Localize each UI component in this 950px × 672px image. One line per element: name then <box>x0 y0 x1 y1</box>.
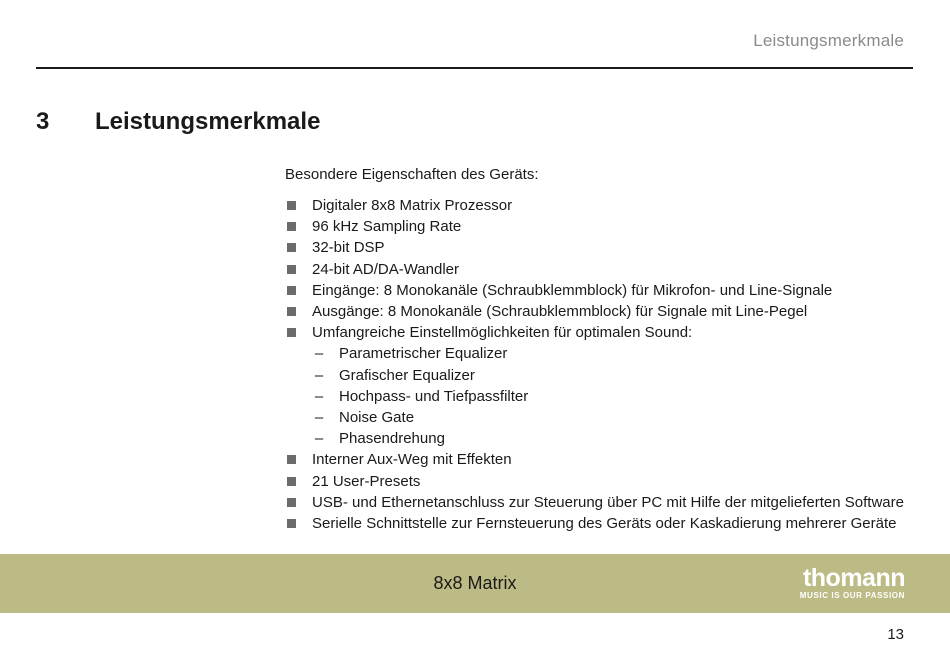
list-item <box>285 237 925 258</box>
logo-tagline: MUSIC IS OUR PASSION <box>799 591 905 600</box>
running-header: Leistungsmerkmale <box>753 31 904 50</box>
intro-text: Besondere Eigenschaften des Geräts: <box>285 166 539 183</box>
sub-list-item-text: Grafischer Equalizer <box>339 366 475 384</box>
sub-list-item-text: Noise Gate <box>339 409 415 427</box>
sub-feature-list <box>312 343 925 449</box>
square-bullet-icon <box>287 222 296 231</box>
list-item <box>285 195 925 216</box>
list-item <box>285 492 925 513</box>
list-item-text: Digitaler 8x8 Matrix Prozessor <box>312 197 513 214</box>
dash-bullet: – <box>314 387 324 405</box>
footer-band <box>0 554 950 613</box>
square-bullet-icon <box>287 455 296 464</box>
list-item-text: Ausgänge: 8 Monokanäle (Schraubklemmblock) für Signale mit Line-Pegel <box>312 303 808 321</box>
content <box>285 164 925 534</box>
list-item <box>285 471 925 492</box>
chapter-number: 3 <box>36 108 50 135</box>
list-item-text: Eingänge: 8 Monokanäle (Schraubklemmblock) für Mikrofon- und Line-Signale <box>312 281 833 299</box>
square-bullet-icon <box>287 498 296 507</box>
list-item <box>285 259 925 280</box>
dash-bullet: – <box>314 430 324 448</box>
sub-list-item-text: Phasendrehung <box>339 430 445 448</box>
sub-list-item <box>312 428 925 449</box>
list-item <box>285 513 925 534</box>
sub-list-item <box>312 386 925 407</box>
square-bullet-icon <box>287 307 296 316</box>
logo-wordmark: thomann <box>802 564 905 592</box>
product-name: 8x8 Matrix <box>433 573 517 593</box>
square-bullet-icon <box>287 477 296 486</box>
list-item-text: Umfangreiche Einstellmöglichkeiten für optimalen Sound: <box>312 324 693 342</box>
sub-list-item-text: Parametrischer Equalizer <box>339 345 508 363</box>
thomann-logo <box>790 565 905 601</box>
list-item <box>285 280 925 301</box>
square-bullet-icon <box>287 519 296 528</box>
square-bullet-icon <box>287 328 296 337</box>
sub-list-item <box>312 407 925 428</box>
page-number: 13 <box>887 626 904 643</box>
list-item <box>285 301 925 322</box>
sub-list-item <box>312 343 925 364</box>
square-bullet-icon <box>287 201 296 210</box>
chapter-title: Leistungsmerkmale <box>95 108 321 135</box>
square-bullet-icon <box>287 265 296 274</box>
feature-list <box>285 195 925 534</box>
list-item <box>285 449 925 470</box>
dash-bullet: – <box>314 409 324 427</box>
list-item-text: 21 User-Presets <box>312 472 421 490</box>
list-item-text: USB- und Ethernetanschluss zur Steuerung über PC mit Hilfe der mitgelieferten Software <box>312 493 904 511</box>
list-item <box>285 322 925 449</box>
list-item-text: 32-bit DSP <box>312 239 385 257</box>
dash-bullet: – <box>314 345 324 363</box>
square-bullet-icon <box>287 243 296 252</box>
list-item-text: 24-bit AD/DA-Wandler <box>312 260 459 278</box>
sub-list-item-text: Hochpass- und Tiefpassfilter <box>339 387 529 405</box>
dash-bullet: – <box>314 366 324 384</box>
header-rule <box>36 67 913 69</box>
sub-list-item <box>312 365 925 386</box>
square-bullet-icon <box>287 286 296 295</box>
list-item-text: Serielle Schnittstelle zur Fernsteuerung des Geräts oder Kaskadierung mehrerer Geräte <box>312 515 897 533</box>
list-item-text: 96 kHz Sampling Rate <box>312 218 462 236</box>
list-item <box>285 216 925 237</box>
list-item-text: Interner Aux-Weg mit Effekten <box>312 451 512 469</box>
